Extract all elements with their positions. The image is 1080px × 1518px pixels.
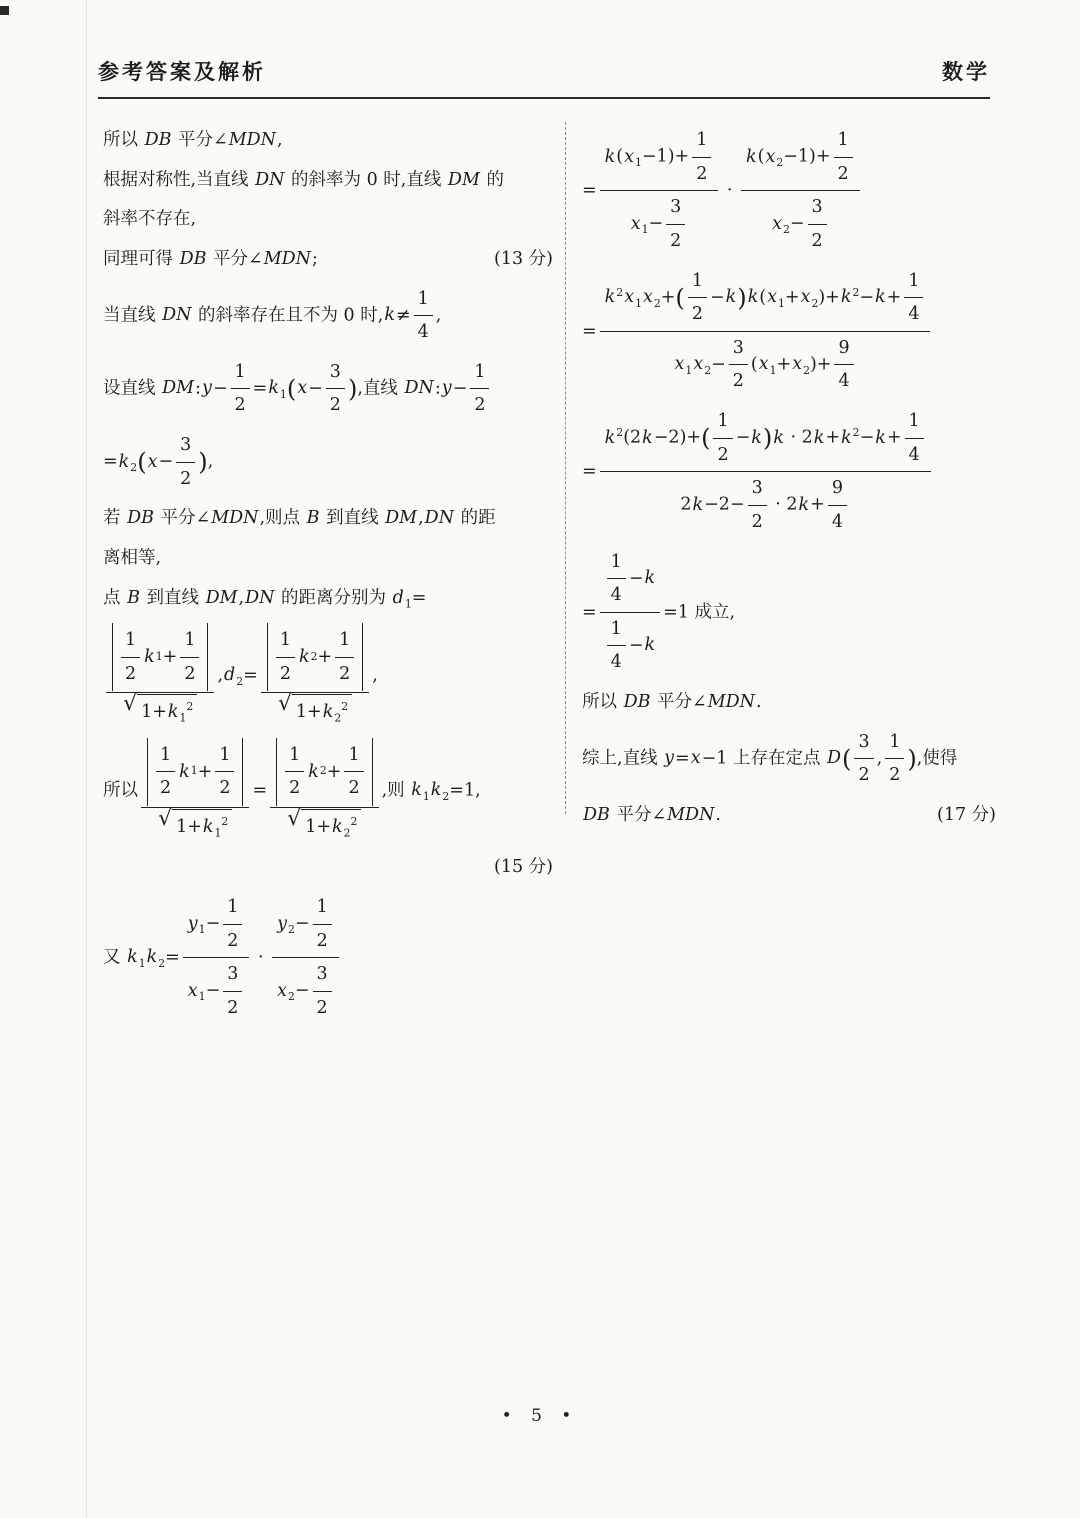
math-text: 所以 DB 平分∠MDN, [103,130,283,150]
text-line [103,543,553,574]
text-line [103,583,553,614]
text-line [582,125,996,257]
math-text: 根据对称性,当直线 DN 的斜率为 0 时,直线 DM 的 [103,169,504,190]
math-text: DB 平分∠MDN. [583,804,721,825]
text-line [103,357,553,421]
text-line [103,892,553,1024]
math-text: 所以 DB 平分∠MDN. [582,692,762,712]
math-text: 若 DB 平分∠MDN,则点 B 到直线 DM,DN 的距 [103,508,496,529]
score-mark: (17 分) [937,804,996,825]
text-line [103,165,553,196]
math-text: 斜率不存在, [103,209,197,230]
text-line [103,125,553,156]
scan-edge-line [86,0,87,1518]
content-columns [103,116,996,1033]
text-line [103,244,553,275]
text-line [582,800,996,831]
page-number: • 5 • [501,1406,579,1426]
math-text: 当直线 DN 的斜率存在且不为 0 时,k≠ $\frac{1}{4}$ , [103,284,441,348]
header-rule [98,97,990,99]
text-line [103,204,553,235]
header-left-title: 参考答案及解析 [98,59,266,84]
math-text: 设直线 DM:y− $\frac{1}{2}$ $=k_1(x-$ $\frac{3}{2}$ ),直线 DN:y− $\frac{1}{2}$ [103,357,492,421]
math-text: 所以 1 2 k 1 + 1 2 √ $1+k_1^2$ = 1 2 k 2 + 1 2 √ $1+k_2^2$ ,则 $k_1k_2=1$, [103,738,481,844]
math-text: 离相等, [103,547,162,568]
text-line [582,406,996,538]
right-column [582,116,996,840]
scan-artifact-corner [0,6,9,15]
text-line [103,430,553,494]
left-column [103,116,553,1033]
text-line [103,503,553,534]
text-line [582,266,996,398]
math-text: 又 $k_1k_2=$ $y_1-$ $\frac{1}{2}$ $x_1-$ $\frac{3}{2}$ · $y_2-$ $\frac{1}{2}$ $x_2-$ $\frac{3}{2}$ [103,892,342,1024]
text-line [103,284,553,348]
math-text: 同理可得 DB 平分∠MDN; [103,248,318,269]
math-text: 1 2 k 1 + 1 2 √ $1+k_1^2$ $,d_2=$ 1 2 k 2 + 1 2 √ $1+k_2^2$ , [103,623,378,729]
text-line [103,623,553,729]
text-line [582,547,996,679]
score-mark: (13 分) [494,248,553,269]
math-text: = $k(x_1-1)+$ $\frac{1}{2}$ $x_1-$ $\frac{3}{2}$ · $k(x_2-1)+$ $\frac{1}{2}$ $x_2-$ $\frac{3}{2}$ [582,125,863,257]
text-line [103,852,553,883]
page-header [98,56,990,86]
text-line [582,727,996,791]
math-text: = $k^2x_1x_2+$( $\frac{1}{2}$ $-k)k(x_1+x_2)+k^2-k+$ $\frac{1}{4}$ $x_1x_2-$ $\frac{3}{2}$ $(x_1+x_2)+$ $\frac{9}{4}$ [582,266,933,398]
score-mark: (15 分) [494,857,553,878]
text-line [582,687,996,718]
column-divider [565,122,566,814]
header-right-title: 数学 [942,59,990,84]
math-text: $=k_2(x-$ $\frac{3}{2}$ ), [103,430,213,494]
math-text: 综上,直线 y=x−1 上存在定点 D( $\frac{3}{2}$ , $\frac{1}{2}$ ),使得 [582,727,957,791]
math-text: = $k^2(2k-2)+$( $\frac{1}{2}$ $-k)k \cdot 2k+k^2-k+$ $\frac{1}{4}$ 2k−2− $\frac{3}{2}$ · 2k+ $\frac{9}{4}$ [582,406,934,538]
text-line [103,738,553,844]
math-text: = $\frac{1}{4}$ −k $\frac{1}{4}$ −k =1 成立, [582,547,735,679]
math-text: 点 B 到直线 DM,DN 的距离分别为 $d_1=$ [103,587,427,610]
